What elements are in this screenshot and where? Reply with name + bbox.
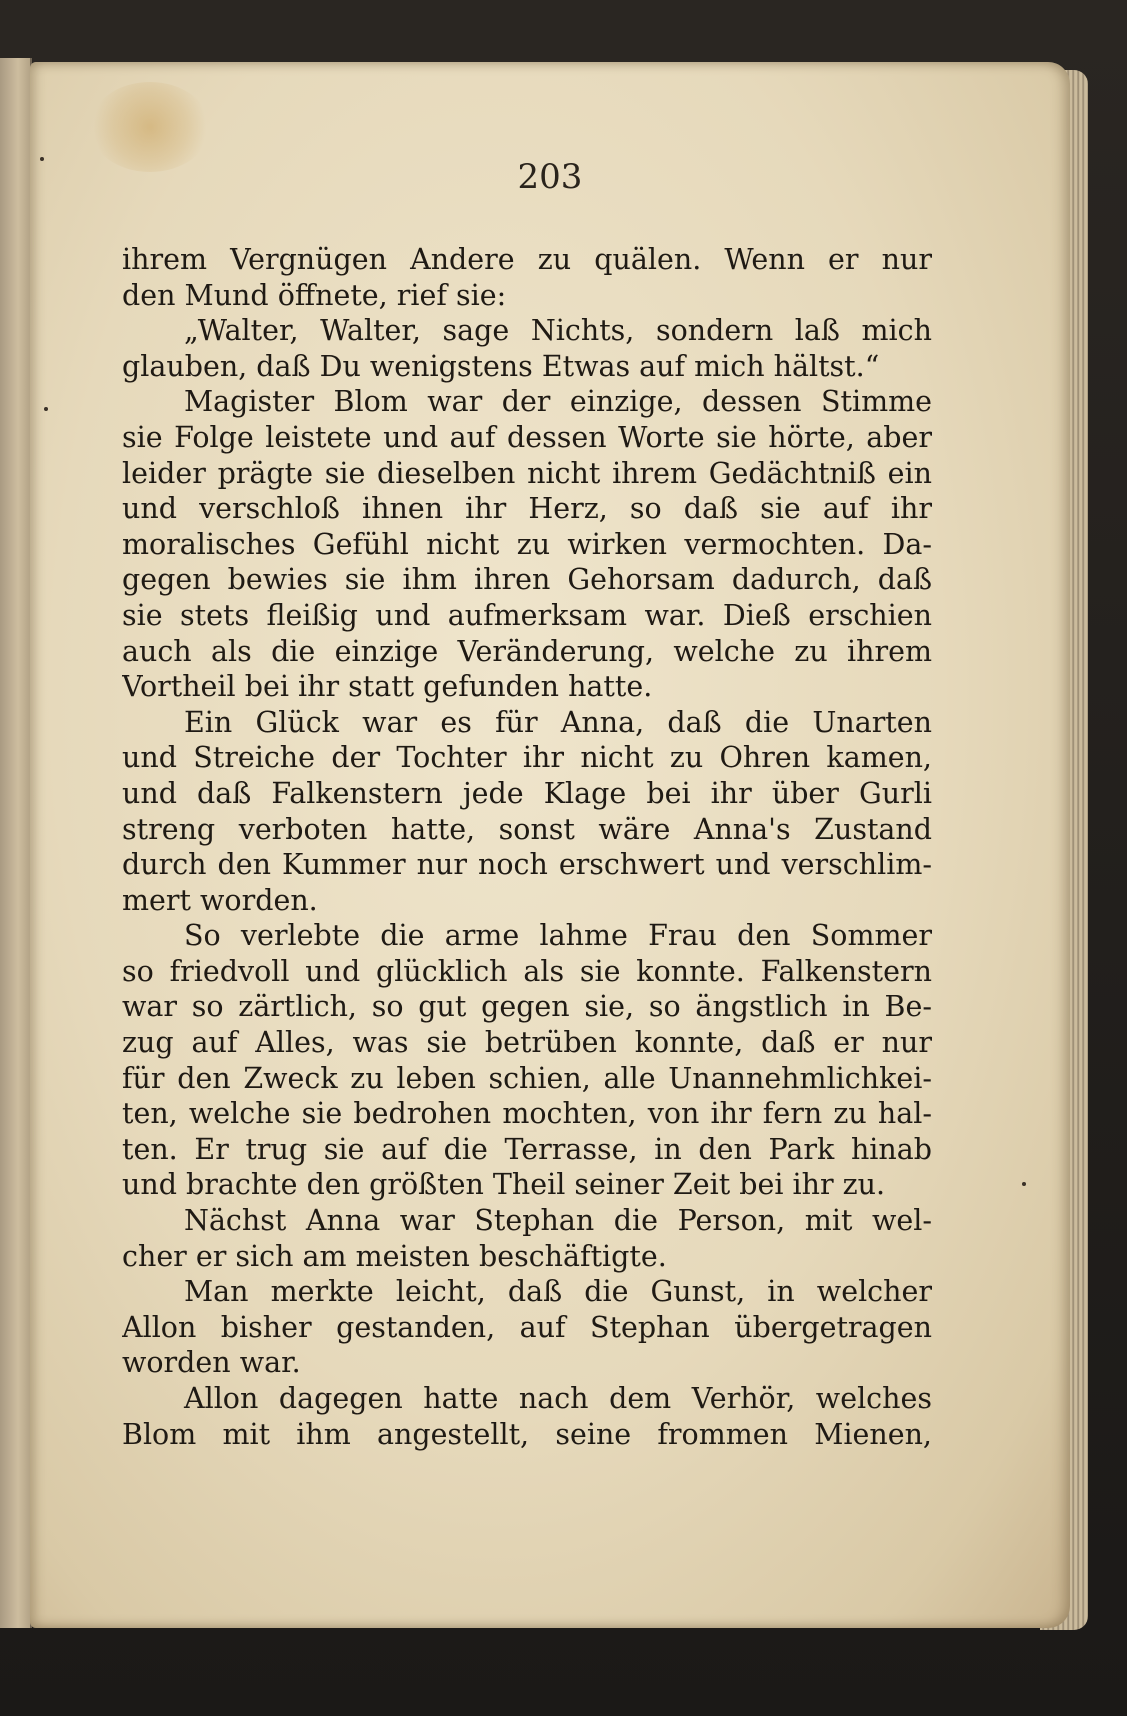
text-line: sie stets fleißig und aufmerksam war. Dieß erschien xyxy=(122,598,932,632)
text-line: So verlebte die arme lahme Frau den Sommer xyxy=(184,919,932,953)
text-line: durch den Kummer nur noch erschwert und verschlim- xyxy=(122,848,932,882)
text-line: ten. Er trug sie auf die Terrasse, in den Park hinab xyxy=(122,1132,932,1166)
page-number: 203 xyxy=(517,157,583,197)
text-line: ihrem Vergnügen Andere zu quälen. Wenn er nur xyxy=(122,243,932,276)
text-line: war so zärtlich, so gut gegen sie, so ängstlich in Be- xyxy=(122,990,932,1024)
text-line: worden war. xyxy=(122,1346,301,1380)
text-line: und daß Falkenstern jede Klage bei ihr über Gurli xyxy=(122,776,932,810)
text-line: ten, welche sie bedrohen mochten, von ihr fern zu hal- xyxy=(122,1097,932,1131)
text-line: Allon bisher gestanden, auf Stephan übergetragen xyxy=(122,1310,932,1344)
text-line: auch als die einzige Veränderung, welche zu ihrem xyxy=(122,634,932,668)
text-line: und Streiche der Tochter ihr nicht zu Ohren kamen, xyxy=(122,741,932,775)
text-line: „Walter, Walter, sage Nichts, sondern laß mich xyxy=(184,314,932,348)
text-line: Blom mit ihm angestellt, seine frommen Mienen, xyxy=(122,1417,932,1451)
speck-mark xyxy=(1022,1182,1026,1186)
speck-mark xyxy=(44,407,48,411)
book-page xyxy=(30,62,1070,1628)
text-line: mert worden. xyxy=(122,883,318,917)
text-line: Man merkte leicht, daß die Gunst, in welcher xyxy=(184,1275,932,1309)
text-line: zug auf Alles, was sie betrüben konnte, daß er nur xyxy=(122,1026,932,1060)
text-line: Magister Blom war der einzige, dessen Stimme xyxy=(184,385,932,419)
text-line: streng verboten hatte, sonst wäre Anna's Zustand xyxy=(122,812,932,846)
text-line: moralisches Gefühl nicht zu wirken vermochten. Da- xyxy=(122,527,932,561)
text-line: glauben, daß Du wenigstens Etwas auf mich hältst.“ xyxy=(122,349,880,383)
body-text xyxy=(122,242,932,1452)
left-page-edge xyxy=(0,58,32,1628)
text-line: und verschloß ihnen ihr Herz, so daß sie auf ihr xyxy=(122,492,932,526)
text-line: cher er sich am meisten beschäftigte. xyxy=(122,1239,667,1273)
text-line: Nächst Anna war Stephan die Person, mit wel- xyxy=(184,1204,932,1238)
text-line: Allon dagegen hatte nach dem Verhör, welches xyxy=(184,1382,932,1415)
text-line: den Mund öffnete, rief sie: xyxy=(122,278,507,312)
text-line: leider prägte sie dieselben nicht ihrem Gedächtniß ein xyxy=(122,456,932,490)
text-line: für den Zweck zu leben schien, alle Unannehmlichkei- xyxy=(122,1061,932,1095)
text-line: und brachte den größten Theil seiner Zeit bei ihr zu. xyxy=(122,1168,886,1202)
text-line: Vortheil bei ihr statt gefunden hatte. xyxy=(122,670,653,704)
text-line: Ein Glück war es für Anna, daß die Unarten xyxy=(184,705,932,739)
text-line: gegen bewies sie ihm ihren Gehorsam dadurch, daß xyxy=(122,563,932,597)
text-line: so friedvoll und glücklich als sie konnte. Falkenstern xyxy=(122,954,932,988)
text-line: sie Folge leistete und auf dessen Worte sie hörte, aber xyxy=(122,420,932,454)
